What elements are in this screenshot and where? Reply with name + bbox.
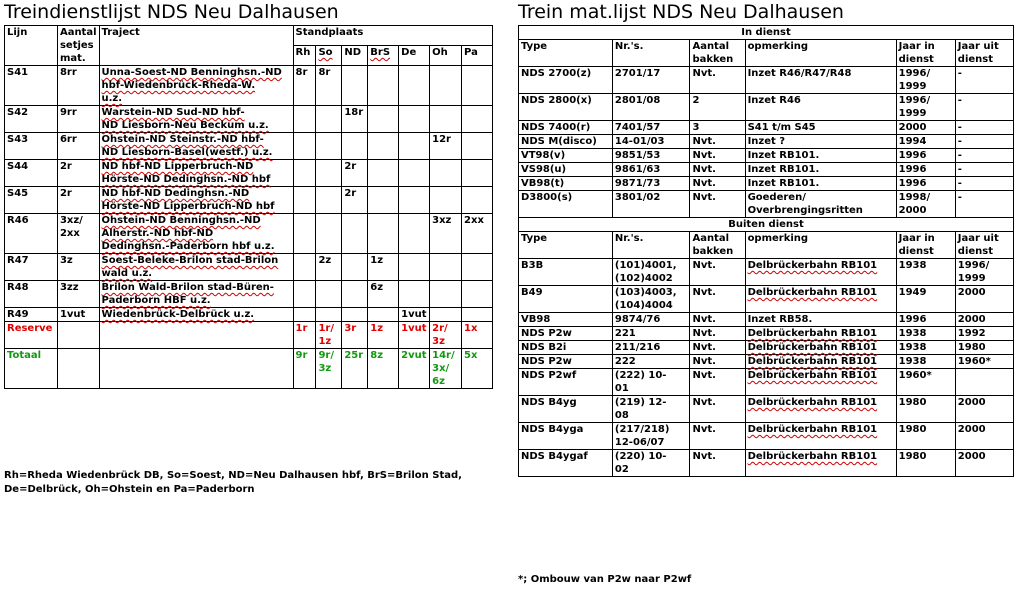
standplaats-cell: 8z: [368, 349, 399, 389]
table-row: [519, 177, 1014, 191]
standplaats-cell: [293, 214, 316, 254]
header-row: [519, 232, 1014, 259]
opmerking-cell: Delbrückerbahn RB101: [745, 341, 896, 355]
type-cell: NDS B4yga: [519, 423, 613, 450]
type-cell: NDS P2wf: [519, 369, 613, 396]
standplaats-cell: 2r/ 3z: [430, 322, 462, 349]
footnote: *; Ombouw van P2w naar P2wf: [518, 574, 692, 585]
nr-cell: (220) 10- 02: [612, 450, 690, 477]
jaar-uit-cell: 1996/ 1999: [955, 259, 1013, 286]
opmerking-cell: Inzet RB101.: [745, 163, 896, 177]
aantal-cell: Nvt.: [690, 369, 745, 396]
section-in-dienst: [519, 26, 1014, 40]
header-nr: Nr.'s.: [612, 232, 690, 259]
header-station-rh: Rh: [293, 46, 316, 66]
table-row: [519, 313, 1014, 327]
aantal-cell: 2: [690, 94, 745, 121]
lijn-cell: S41: [5, 66, 58, 106]
jaar-in-cell: 2000: [896, 121, 955, 135]
header-station-de: De: [399, 46, 430, 66]
standplaats-cell: [430, 106, 462, 133]
jaar-uit-cell: -: [955, 191, 1013, 218]
type-cell: NDS 2800(x): [519, 94, 613, 121]
nr-cell: 222: [612, 355, 690, 369]
aantal-cell: Nvt.: [690, 135, 745, 149]
nr-cell: 3801/02: [612, 191, 690, 218]
traject-cell: Wiedenbrück-Delbrück u.z.: [99, 308, 293, 322]
standplaats-cell: 2r: [342, 187, 368, 214]
table-row: [519, 355, 1014, 369]
section-buiten-dienst: [519, 218, 1014, 232]
standplaats-cell: [316, 160, 342, 187]
standplaats-cell: [368, 160, 399, 187]
header-opmerking: opmerking: [745, 232, 896, 259]
type-cell: NDS 7400(r): [519, 121, 613, 135]
standplaats-cell: 14r/ 3x/ 6z: [430, 349, 462, 389]
table-row: [519, 396, 1014, 423]
nr-cell: 7401/57: [612, 121, 690, 135]
standplaats-cell: 2r: [342, 160, 368, 187]
jaar-uit-cell: 2000: [955, 450, 1013, 477]
opmerking-cell: Delbrückerbahn RB101: [745, 286, 896, 313]
jaar-uit-cell: 2000: [955, 313, 1013, 327]
nr-cell: (219) 12- 08: [612, 396, 690, 423]
table-row: [519, 191, 1014, 218]
aantal-cell: Nvt.: [690, 163, 745, 177]
aantal-cell: Nvt.: [690, 396, 745, 423]
traject-cell: Brilon Wald-Brilon stad-Büren- Paderborn HBF u.z.: [99, 281, 293, 308]
type-cell: NDS P2w: [519, 327, 613, 341]
header-aantal: Aantal bakken: [690, 232, 745, 259]
jaar-uit-cell: -: [955, 149, 1013, 163]
standplaats-cell: [399, 133, 430, 160]
nr-cell: 9874/76: [612, 313, 690, 327]
type-cell: B49: [519, 286, 613, 313]
standplaats-cell: [462, 106, 493, 133]
standplaats-cell: [430, 281, 462, 308]
standplaats-cell: 1z: [368, 254, 399, 281]
jaar-uit-cell: 2000: [955, 396, 1013, 423]
jaar-in-cell: 1980: [896, 450, 955, 477]
aantal-cell: Nvt.: [690, 313, 745, 327]
type-cell: NDS B4ygaf: [519, 450, 613, 477]
standplaats-cell: [316, 281, 342, 308]
type-cell: NDS P2w: [519, 355, 613, 369]
jaar-in-cell: 1980: [896, 423, 955, 450]
table-row: [519, 67, 1014, 94]
header-traject: Traject: [99, 26, 293, 66]
standplaats-cell: 2vut: [399, 349, 430, 389]
standplaats-cell: [342, 308, 368, 322]
jaar-in-cell: 1996: [896, 313, 955, 327]
header-standplaats: Standplaats: [293, 26, 493, 46]
nr-cell: (222) 10- 01: [612, 369, 690, 396]
aantal-cell: Nvt.: [690, 259, 745, 286]
jaar-uit-cell: 1980: [955, 341, 1013, 355]
table-row: [519, 94, 1014, 121]
header-lijn: Lijn: [5, 26, 58, 66]
jaar-uit-cell: -: [955, 135, 1013, 149]
header-station-oh: Oh: [430, 46, 462, 66]
nr-cell: 211/216: [612, 341, 690, 355]
nr-cell: 221: [612, 327, 690, 341]
standplaats-cell: [430, 66, 462, 106]
standplaats-cell: 2z: [316, 254, 342, 281]
table-row: [519, 327, 1014, 341]
jaar-in-cell: 1996/ 1999: [896, 67, 955, 94]
lijn-cell: Totaal: [5, 349, 58, 389]
aantal-cell: Nvt.: [690, 149, 745, 163]
legend-line-2: De=Delbrück, Oh=Ohstein en Pa=Paderborn: [4, 484, 255, 495]
standplaats-cell: [399, 160, 430, 187]
opmerking-cell: Inzet R46: [745, 94, 896, 121]
aantal-cell: Nvt.: [690, 423, 745, 450]
jaar-uit-cell: -: [955, 121, 1013, 135]
table-row: [519, 369, 1014, 396]
jaar-in-cell: 1938: [896, 355, 955, 369]
standplaats-cell: 12r: [430, 133, 462, 160]
standplaats-cell: [462, 254, 493, 281]
opmerking-cell: Goederen/ Overbrengingsritten: [745, 191, 896, 218]
table-row: [519, 135, 1014, 149]
traject-cell: [99, 322, 293, 349]
standplaats-cell: [293, 187, 316, 214]
traject-cell: ND hbf-ND Lipperbruch-ND Hörste-ND Dedinghsn.-ND hbf: [99, 160, 293, 187]
table-row: [5, 281, 493, 308]
lijn-cell: S45: [5, 187, 58, 214]
table-row: [519, 341, 1014, 355]
standplaats-cell: [368, 66, 399, 106]
aantal-cell: 8rr: [57, 66, 99, 106]
jaar-in-cell: 1996: [896, 149, 955, 163]
jaar-in-cell: 1996/ 1999: [896, 94, 955, 121]
standplaats-cell: [399, 254, 430, 281]
aantal-cell: 2r: [57, 187, 99, 214]
standplaats-cell: 8r: [316, 66, 342, 106]
table-row: [519, 286, 1014, 313]
reserve-row: [5, 322, 493, 349]
lijn-cell: S44: [5, 160, 58, 187]
standplaats-cell: [430, 308, 462, 322]
jaar-uit-cell: 1960*: [955, 355, 1013, 369]
header-jaar-uit: Jaar uit dienst: [955, 232, 1013, 259]
type-cell: D3800(s): [519, 191, 613, 218]
left-title: Treindienstlijst NDS Neu Dalhausen: [4, 1, 339, 23]
standplaats-cell: [316, 308, 342, 322]
standplaats-cell: [399, 187, 430, 214]
standplaats-cell: [342, 133, 368, 160]
standplaats-cell: 9r: [293, 349, 316, 389]
table-row: [5, 308, 493, 322]
traject-cell: Unna-Soest-ND Benninghsn.-ND hbf-Wiedenbrück-Rheda-W. u.z.: [99, 66, 293, 106]
aantal-cell: [57, 349, 99, 389]
header-station-brs: BrS: [368, 46, 399, 66]
header-row: [5, 26, 493, 46]
opmerking-cell: Delbrückerbahn RB101: [745, 327, 896, 341]
jaar-in-cell: 1949: [896, 286, 955, 313]
opmerking-cell: Delbrückerbahn RB101: [745, 369, 896, 396]
table-row: [5, 133, 493, 160]
aantal-cell: 9rr: [57, 106, 99, 133]
standplaats-cell: 2xx: [462, 214, 493, 254]
opmerking-cell: Inzet R46/R47/R48: [745, 67, 896, 94]
nr-cell: 9851/53: [612, 149, 690, 163]
aantal-cell: Nvt.: [690, 327, 745, 341]
standplaats-cell: [462, 160, 493, 187]
standplaats-cell: [462, 187, 493, 214]
standplaats-cell: 1x: [462, 322, 493, 349]
aantal-cell: 2r: [57, 160, 99, 187]
standplaats-cell: [462, 308, 493, 322]
standplaats-cell: 6z: [368, 281, 399, 308]
nr-cell: 9871/73: [612, 177, 690, 191]
standplaats-cell: [399, 214, 430, 254]
aantal-cell: [57, 322, 99, 349]
traject-cell: Ohstein-ND Steinstr.-ND hbf- ND Liesborn-Basel(westf.) u.z.: [99, 133, 293, 160]
type-cell: VT98(v): [519, 149, 613, 163]
header-station-nd: ND: [342, 46, 368, 66]
jaar-uit-cell: -: [955, 177, 1013, 191]
standplaats-cell: [342, 66, 368, 106]
standplaats-cell: 9r/ 3z: [316, 349, 342, 389]
opmerking-cell: Inzet RB58.: [745, 313, 896, 327]
header-aantal: Aantal setjes mat.: [57, 26, 99, 66]
jaar-in-cell: 1998/ 2000: [896, 191, 955, 218]
jaar-in-cell: 1938: [896, 341, 955, 355]
standplaats-cell: [399, 66, 430, 106]
aantal-cell: Nvt.: [690, 355, 745, 369]
legend-line-1: Rh=Rheda Wiedenbrück DB, So=Soest, ND=Neu Dalhausen hbf, BrS=Brilon Stad,: [4, 470, 462, 481]
standplaats-cell: 8r: [293, 66, 316, 106]
aantal-cell: Nvt.: [690, 286, 745, 313]
type-cell: VS98(u): [519, 163, 613, 177]
table-row: [5, 187, 493, 214]
standplaats-cell: [462, 133, 493, 160]
jaar-uit-cell: 2000: [955, 286, 1013, 313]
standplaats-cell: [368, 106, 399, 133]
standplaats-cell: 1r/ 1z: [316, 322, 342, 349]
jaar-uit-cell: 1992: [955, 327, 1013, 341]
table-row: [5, 106, 493, 133]
standplaats-cell: 1vut: [399, 308, 430, 322]
header-type: Type: [519, 40, 613, 67]
standplaats-cell: 1vut: [399, 322, 430, 349]
aantal-cell: 3: [690, 121, 745, 135]
lijn-cell: R49: [5, 308, 58, 322]
standplaats-cell: [293, 106, 316, 133]
jaar-in-cell: 1938: [896, 259, 955, 286]
lijn-cell: R47: [5, 254, 58, 281]
lijn-cell: S43: [5, 133, 58, 160]
lijn-cell: Reserve: [5, 322, 58, 349]
type-cell: VB98(t): [519, 177, 613, 191]
standplaats-cell: [293, 160, 316, 187]
header-aantal: Aantal bakken: [690, 40, 745, 67]
opmerking-cell: Delbrückerbahn RB101: [745, 396, 896, 423]
traject-cell: ND hbf-ND Dedinghsn.-ND Hörste-ND Lipperbruch-ND hbf: [99, 187, 293, 214]
type-cell: VB98: [519, 313, 613, 327]
section-buiten-dienst-label: Buiten dienst: [519, 218, 1014, 232]
jaar-uit-cell: -: [955, 67, 1013, 94]
section-in-dienst-label: In dienst: [519, 26, 1014, 40]
standplaats-cell: 1r: [293, 322, 316, 349]
aantal-cell: Nvt.: [690, 177, 745, 191]
type-cell: B3B: [519, 259, 613, 286]
header-nr: Nr.'s.: [612, 40, 690, 67]
standplaats-cell: [342, 214, 368, 254]
table-row: [519, 163, 1014, 177]
standplaats-cell: 3xz: [430, 214, 462, 254]
standplaats-cell: [316, 133, 342, 160]
standplaats-cell: 3r: [342, 322, 368, 349]
aantal-cell: 1vut: [57, 308, 99, 322]
standplaats-cell: 1z: [368, 322, 399, 349]
table-row: [5, 66, 493, 106]
nr-cell: 2801/08: [612, 94, 690, 121]
standplaats-cell: [462, 66, 493, 106]
aantal-cell: 3z: [57, 254, 99, 281]
table-row: [519, 149, 1014, 163]
standplaats-cell: [293, 254, 316, 281]
header-row: [519, 40, 1014, 67]
opmerking-cell: S41 t/m S45: [745, 121, 896, 135]
standplaats-cell: [368, 214, 399, 254]
standplaats-cell: [293, 308, 316, 322]
opmerking-cell: Inzet RB101.: [745, 149, 896, 163]
standplaats-cell: 25r: [342, 349, 368, 389]
jaar-uit-cell: -: [955, 94, 1013, 121]
jaar-in-cell: 1996: [896, 163, 955, 177]
type-cell: NDS 2700(z): [519, 67, 613, 94]
aantal-cell: Nvt.: [690, 191, 745, 218]
jaar-in-cell: 1980: [896, 396, 955, 423]
jaar-in-cell: 1996: [896, 177, 955, 191]
aantal-cell: 3zz: [57, 281, 99, 308]
standplaats-cell: [293, 133, 316, 160]
standplaats-cell: [430, 187, 462, 214]
standplaats-cell: [430, 160, 462, 187]
standplaats-cell: [430, 254, 462, 281]
table-row: [519, 423, 1014, 450]
traject-cell: Soest-Beleke-Brilon stad-Brilon wald u.z.: [99, 254, 293, 281]
standplaats-cell: [293, 281, 316, 308]
opmerking-cell: Delbrückerbahn RB101: [745, 355, 896, 369]
standplaats-cell: [368, 308, 399, 322]
type-cell: NDS M(disco): [519, 135, 613, 149]
opmerking-cell: Inzet RB101.: [745, 177, 896, 191]
standplaats-cell: 5x: [462, 349, 493, 389]
standplaats-cell: [316, 106, 342, 133]
header-opmerking: opmerking: [745, 40, 896, 67]
standplaats-cell: [316, 214, 342, 254]
jaar-uit-cell: 2000: [955, 423, 1013, 450]
aantal-cell: Nvt.: [690, 341, 745, 355]
opmerking-cell: Inzet ?: [745, 135, 896, 149]
lijn-cell: R48: [5, 281, 58, 308]
nr-cell: (101)4001, (102)4002: [612, 259, 690, 286]
aantal-cell: Nvt.: [690, 450, 745, 477]
nr-cell: 14-01/03: [612, 135, 690, 149]
legend: [4, 469, 462, 497]
nr-cell: (217/218) 12-06/07: [612, 423, 690, 450]
jaar-in-cell: 1960*: [896, 369, 955, 396]
right-title: Trein mat.lijst NDS Neu Dalhausen: [518, 1, 844, 23]
header-jaar-in: Jaar in dienst: [896, 40, 955, 67]
nr-cell: 2701/17: [612, 67, 690, 94]
jaar-in-cell: 1994: [896, 135, 955, 149]
lijn-cell: R46: [5, 214, 58, 254]
nr-cell: (103)4003, (104)4004: [612, 286, 690, 313]
opmerking-cell: Delbrückerbahn RB101: [745, 450, 896, 477]
rolling-stock-table: [518, 25, 1014, 477]
type-cell: NDS B4yg: [519, 396, 613, 423]
opmerking-cell: Delbrückerbahn RB101: [745, 259, 896, 286]
standplaats-cell: [368, 133, 399, 160]
lijn-cell: S42: [5, 106, 58, 133]
standplaats-cell: [368, 187, 399, 214]
aantal-cell: Nvt.: [690, 67, 745, 94]
aantal-cell: 6rr: [57, 133, 99, 160]
traject-cell: [99, 349, 293, 389]
type-cell: NDS B2i: [519, 341, 613, 355]
jaar-uit-cell: -: [955, 163, 1013, 177]
table-row: [519, 450, 1014, 477]
table-row: [5, 160, 493, 187]
standplaats-cell: [342, 281, 368, 308]
traject-cell: Ohstein-ND Benninghsn.-ND Alherstr.-ND hbf-ND Dedinghsn.-Paderborn hbf u.z.: [99, 214, 293, 254]
table-row: [5, 254, 493, 281]
opmerking-cell: Delbrückerbahn RB101: [745, 423, 896, 450]
totaal-row: [5, 349, 493, 389]
header-jaar-in: Jaar in dienst: [896, 232, 955, 259]
header-type: Type: [519, 232, 613, 259]
standplaats-cell: [399, 106, 430, 133]
jaar-in-cell: 1938: [896, 327, 955, 341]
standplaats-cell: [342, 254, 368, 281]
standplaats-cell: 18r: [342, 106, 368, 133]
standplaats-cell: [399, 281, 430, 308]
table-row: [519, 121, 1014, 135]
aantal-cell: 3xz/ 2xx: [57, 214, 99, 254]
traject-cell: Warstein-ND Sud-ND hbf- ND Liesborn-Neu Beckum u.z.: [99, 106, 293, 133]
nr-cell: 9861/63: [612, 163, 690, 177]
header-station-pa: Pa: [462, 46, 493, 66]
jaar-uit-cell: [955, 369, 1013, 396]
standplaats-cell: [462, 281, 493, 308]
train-service-table: [4, 25, 493, 389]
header-station-so: So: [316, 46, 342, 66]
table-row: [5, 214, 493, 254]
standplaats-cell: [316, 187, 342, 214]
header-jaar-uit: Jaar uit dienst: [955, 40, 1013, 67]
table-row: [519, 259, 1014, 286]
